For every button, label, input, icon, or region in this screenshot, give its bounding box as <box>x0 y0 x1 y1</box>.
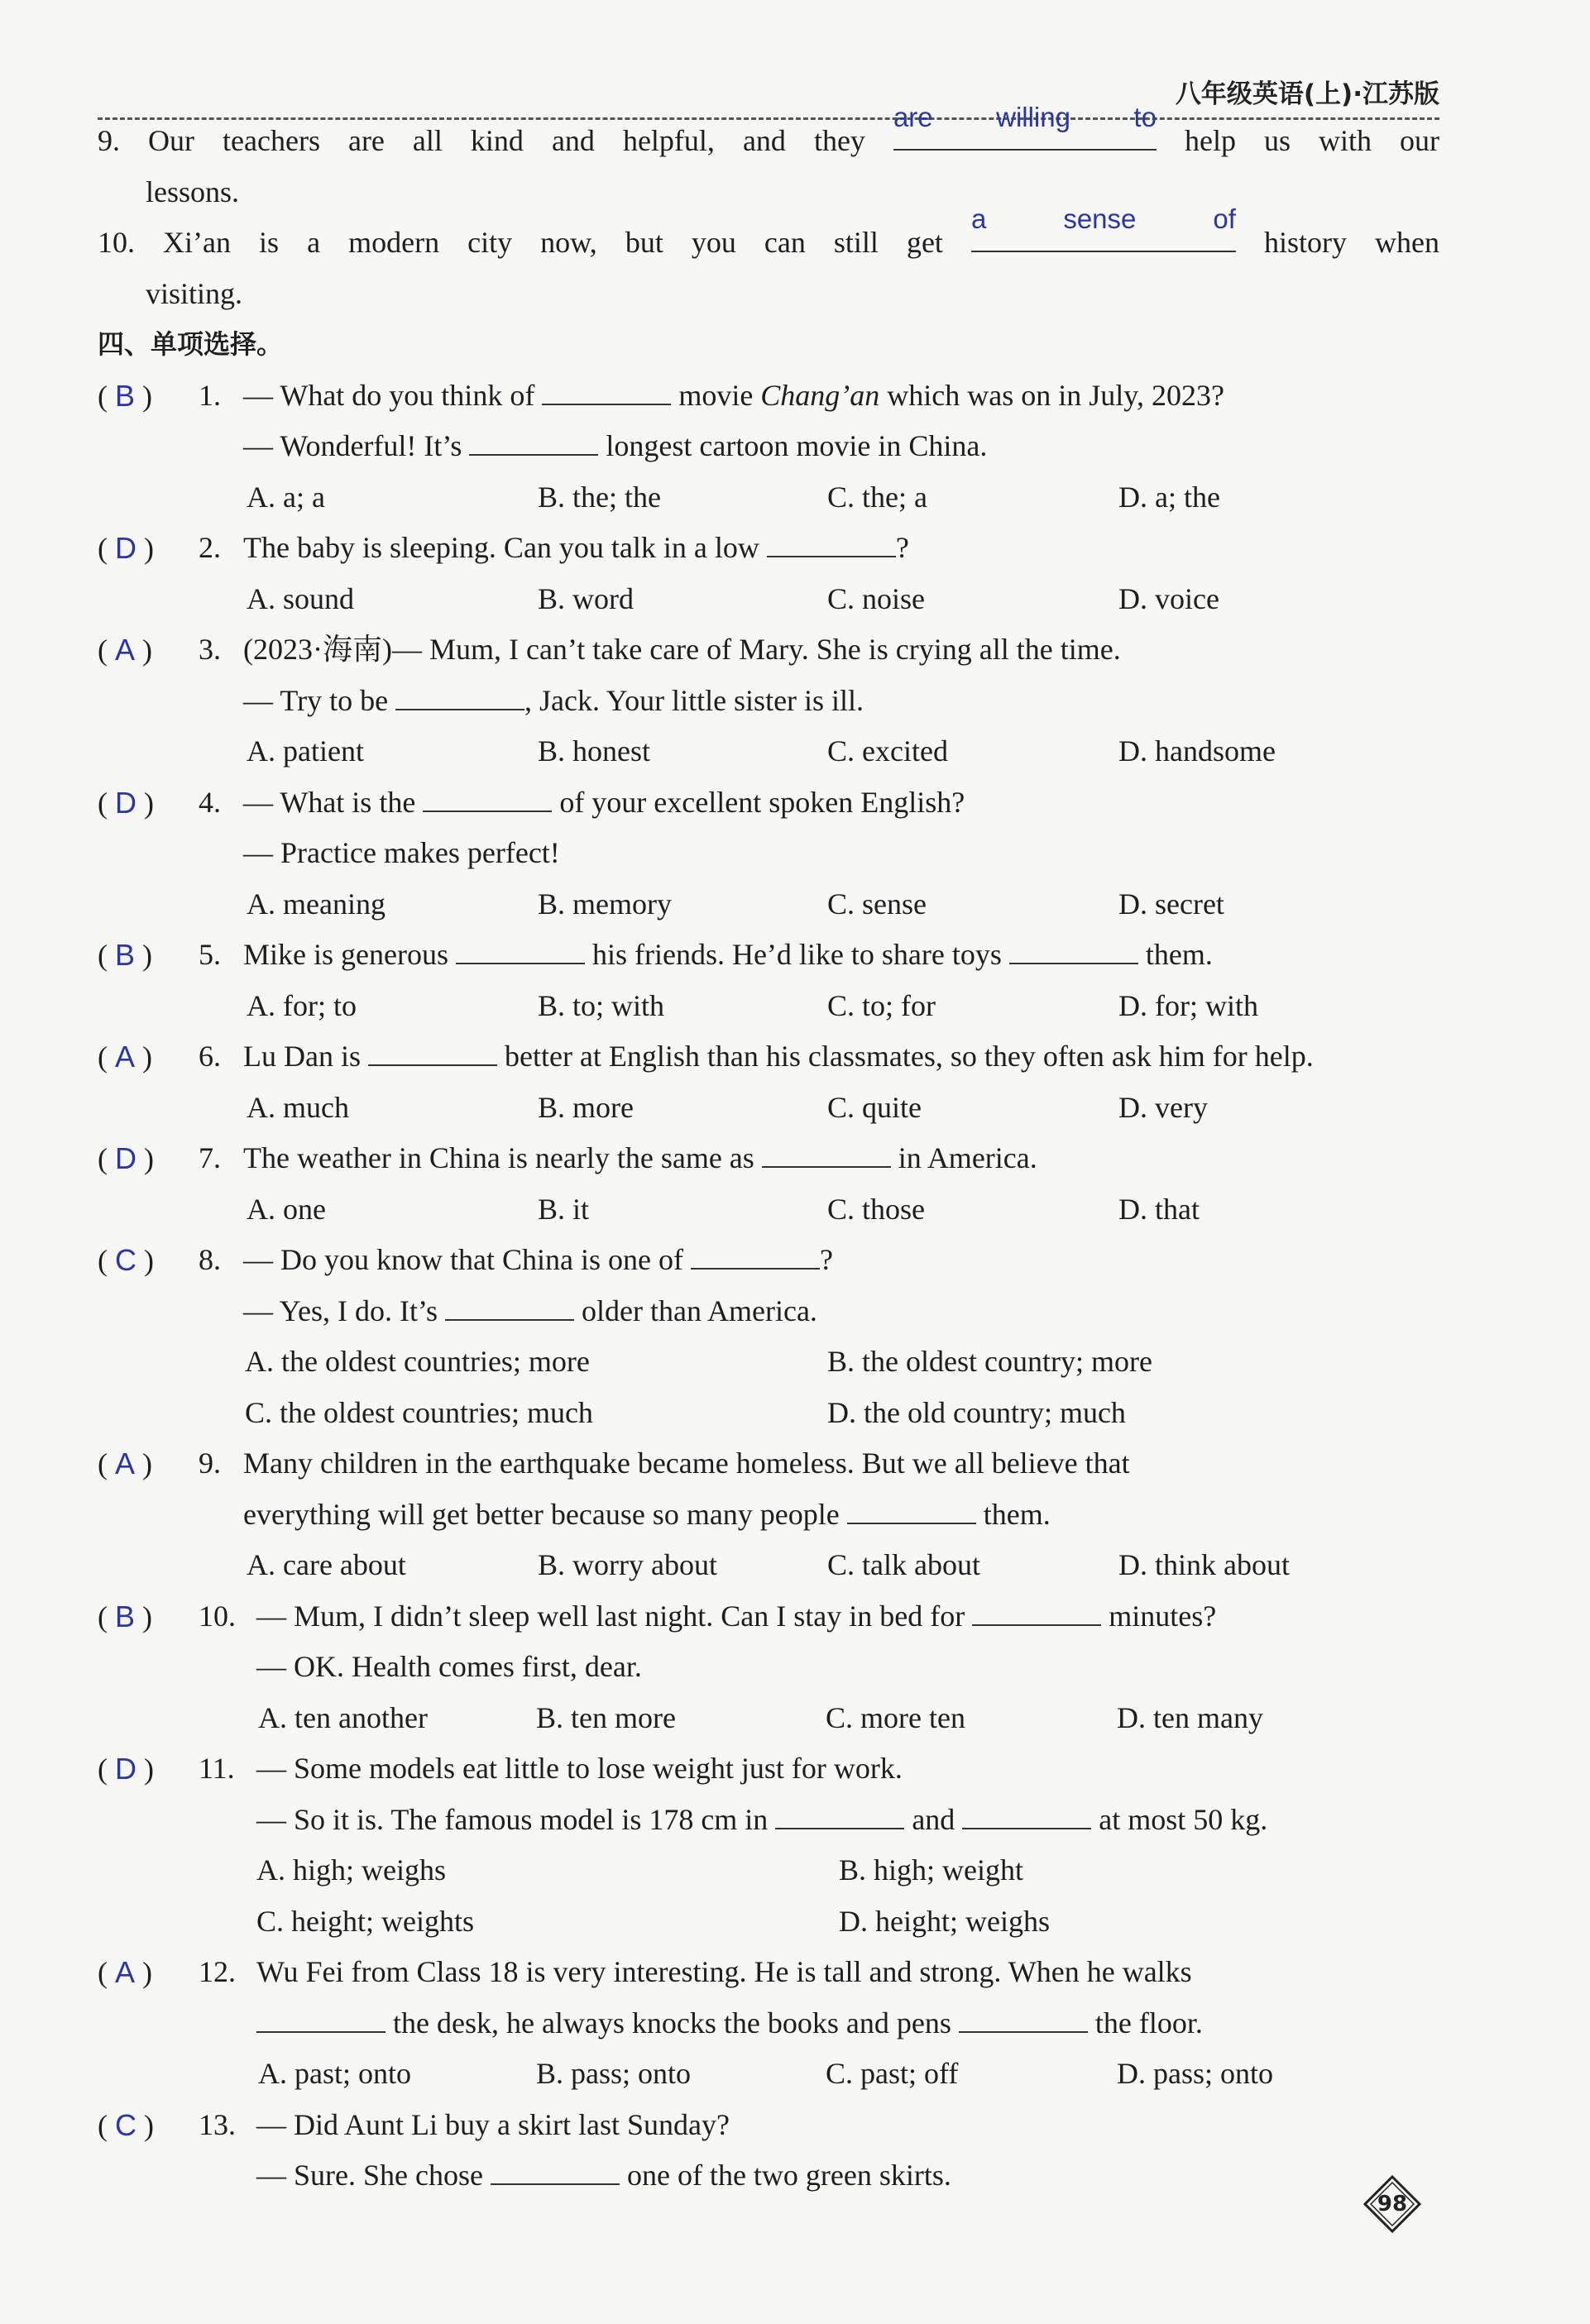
answer-paren: ( D ) <box>98 531 154 565</box>
option: C. more ten <box>826 1700 965 1734</box>
item-number: 9. <box>98 124 149 157</box>
option: C. the oldest countries; much <box>245 1395 593 1429</box>
answer-blank <box>456 933 585 964</box>
answer-paren: ( A ) <box>98 1040 153 1074</box>
question-line <box>98 1133 1439 1184</box>
question-text: — Try to be , Jack. Your little sister is ill. <box>243 676 864 727</box>
item-text: lessons. <box>146 175 240 208</box>
fill-in-continuation <box>98 167 1439 218</box>
answer-paren: ( B ) <box>98 1599 153 1633</box>
question-text: — Mum, I didn’t sleep well last night. Can I stay in bed for minutes? <box>256 1591 1216 1643</box>
item-text: Xi’an is a modern city now, but you can still get <box>163 226 971 259</box>
answer-paren: ( C ) <box>98 1243 154 1277</box>
question-text: — Did Aunt Li buy a skirt last Sunday? <box>256 2107 730 2141</box>
answer-blank <box>970 203 1236 252</box>
selected-answer: D <box>115 785 136 820</box>
question-text: — Practice makes perfect! <box>243 836 560 869</box>
answer-blank <box>491 2154 620 2185</box>
selected-answer: C <box>115 1243 136 1277</box>
question-text: — Sure. She chose one of the two green skirts. <box>256 2150 951 2202</box>
question-line <box>98 1438 1439 1490</box>
option: A. one <box>247 1192 326 1226</box>
question-line <box>98 1642 1439 1693</box>
answer-paren: ( C ) <box>98 2107 154 2142</box>
header-title: 八年级英语(上)·江苏版 <box>1175 79 1439 109</box>
question-text: (2023·海南)— Mum, I can’t take care of Mary. She is crying all the time. <box>243 633 1121 666</box>
option: C. the; a <box>827 480 927 514</box>
option: A. sound <box>247 581 355 615</box>
option: C. to; for <box>827 988 936 1022</box>
option: A. past; onto <box>258 2057 411 2090</box>
options-row <box>98 1337 1439 1388</box>
option: B. it <box>538 1192 590 1226</box>
item-text: history when <box>1235 226 1440 259</box>
answer-blank <box>762 1136 891 1168</box>
content <box>98 101 1440 2202</box>
option: D. ten many <box>1117 1700 1263 1734</box>
option: D. very <box>1118 1090 1208 1124</box>
answer-blank <box>423 781 552 812</box>
option: C. talk about <box>827 1548 980 1581</box>
selected-answer: D <box>115 531 136 565</box>
question-line <box>98 1998 1439 2049</box>
question-number: 6. <box>199 1040 221 1073</box>
option: D. the old country; much <box>827 1395 1126 1429</box>
question-line <box>98 1031 1439 1083</box>
fill-in-line <box>98 203 1440 269</box>
options-row <box>98 574 1439 625</box>
option: B. high; weight <box>839 1853 1023 1886</box>
selected-answer: C <box>115 2107 136 2142</box>
option: A. care about <box>247 1548 406 1581</box>
question-text: The baby is sleeping. Can you talk in a low ? <box>243 523 909 574</box>
options-row <box>98 1845 1439 1896</box>
answer-paren: ( A ) <box>98 1955 153 1989</box>
movie-title: Chang’an <box>760 378 880 412</box>
selected-answer: A <box>115 1040 136 1074</box>
option: B. word <box>538 581 634 615</box>
page-header <box>98 68 1439 120</box>
option: D. think about <box>1118 1548 1290 1581</box>
options-row <box>98 1184 1439 1236</box>
option: D. pass; onto <box>1117 2057 1273 2090</box>
answer-paren: ( A ) <box>98 633 153 667</box>
selected-answer: B <box>115 1599 136 1633</box>
question-line <box>98 1795 1439 1846</box>
question-line <box>98 1286 1439 1337</box>
selected-answer: A <box>115 1955 136 1989</box>
option: C. quite <box>827 1090 922 1124</box>
option: D. height; weighs <box>839 1904 1050 1938</box>
question-text: — What do you think of movie Chang’an which was on in July, 2023? <box>243 371 1224 422</box>
options-row <box>98 879 1439 930</box>
question-text: — What is the of your excellent spoken English? <box>243 777 965 829</box>
answer-blank <box>972 1595 1101 1626</box>
options-row <box>98 1388 1439 1439</box>
question-number: 8. <box>199 1243 221 1276</box>
question-number: 3. <box>199 633 221 666</box>
answer-blank <box>959 2001 1088 2033</box>
answer-paren: ( D ) <box>98 1141 154 1175</box>
item-number: 10. <box>98 226 164 259</box>
question-line <box>98 1743 1439 1795</box>
section-title: 四、单项选择。 <box>98 328 284 360</box>
option: B. ten more <box>536 1700 676 1734</box>
page-number: 98 <box>1377 2192 1408 2216</box>
question-line <box>98 523 1439 574</box>
option: A. a; a <box>247 480 325 514</box>
question-text: Many children in the earthquake became homeless. But we all believe that <box>243 1447 1130 1480</box>
question-line <box>98 1235 1439 1286</box>
answer-blank <box>893 101 1157 151</box>
answer-paren: ( B ) <box>98 378 153 413</box>
option: A. ten another <box>258 1700 428 1734</box>
question-number: 10. <box>199 1599 236 1633</box>
option: B. worry about <box>538 1548 717 1581</box>
option: B. pass; onto <box>536 2057 692 2090</box>
answer-blank <box>256 2001 386 2033</box>
answer-blank <box>445 1289 574 1321</box>
question-text: Wu Fei from Class 18 is very interesting. He is tall and strong. When he walks <box>256 1955 1192 1988</box>
item-text: help us with our <box>1156 124 1440 157</box>
options-row <box>98 472 1439 524</box>
option: A. high; weighs <box>256 1853 446 1886</box>
question-number: 5. <box>199 938 221 971</box>
question-line <box>98 930 1439 981</box>
question-text: — Yes, I do. It’s older than America. <box>243 1286 817 1337</box>
question-number: 4. <box>199 785 221 819</box>
question-number: 7. <box>199 1141 221 1174</box>
option: A. the oldest countries; more <box>245 1345 590 1378</box>
answer-blank <box>395 679 524 710</box>
question-number: 13. <box>199 2107 236 2141</box>
question-line <box>98 828 1439 879</box>
question-text: The weather in China is nearly the same as in America. <box>243 1133 1037 1184</box>
question-text: everything will get better because so many people them. <box>243 1490 1051 1541</box>
question-text: — So it is. The famous model is 178 cm in and at most 50 kg. <box>256 1795 1267 1846</box>
question-number: 9. <box>199 1447 221 1480</box>
question-number: 2. <box>199 531 221 564</box>
question-number: 12. <box>199 1955 236 1988</box>
answer-blank <box>775 1798 904 1829</box>
options-row <box>98 1693 1439 1744</box>
question-line <box>98 371 1439 422</box>
question-text: — Wonderful! It’s longest cartoon movie in China. <box>243 421 987 472</box>
option: A. meaning <box>247 887 386 921</box>
selected-answer: B <box>115 938 136 972</box>
filled-answer: are willing to <box>893 101 1157 132</box>
option: C. those <box>827 1192 926 1226</box>
option: C. height; weights <box>256 1904 474 1938</box>
question-text: — OK. Health comes first, dear. <box>256 1650 642 1683</box>
option: D. for; with <box>1118 988 1258 1022</box>
option: B. the oldest country; more <box>827 1345 1152 1378</box>
option: A. for; to <box>247 988 357 1022</box>
option: B. honest <box>538 734 651 767</box>
selected-answer: A <box>115 1447 136 1480</box>
option: D. handsome <box>1118 734 1276 767</box>
fill-in-continuation <box>98 269 1439 320</box>
option: C. noise <box>827 581 926 615</box>
option: C. past; off <box>826 2057 959 2090</box>
question-line <box>98 1591 1439 1643</box>
options-row <box>98 1540 1439 1591</box>
option: D. voice <box>1118 581 1219 615</box>
answer-blank <box>691 1238 820 1270</box>
question-text: Mike is generous his friends. He’d like to share toys them. <box>243 930 1213 981</box>
answer-blank <box>368 1035 497 1066</box>
question-line <box>98 2150 1439 2202</box>
question-line <box>98 676 1439 727</box>
answer-blank <box>962 1798 1091 1829</box>
page-number-badge <box>1363 2175 1421 2233</box>
question-line <box>98 1947 1439 1998</box>
option: B. to; with <box>538 988 665 1022</box>
answer-blank <box>542 374 671 405</box>
fill-in-line <box>98 101 1440 167</box>
answer-blank <box>847 1493 976 1524</box>
option: A. patient <box>247 734 364 767</box>
question-line <box>98 421 1439 472</box>
question-number: 1. <box>199 378 221 412</box>
question-number: 11. <box>199 1752 235 1785</box>
options-row <box>98 1083 1439 1134</box>
question-text: Lu Dan is better at English than his classmates, so they often ask him for help. <box>243 1031 1314 1083</box>
option: A. much <box>247 1090 349 1124</box>
options-row <box>98 2049 1439 2100</box>
answer-blank <box>767 526 896 557</box>
options-row <box>98 981 1439 1032</box>
item-text: Our teachers are all kind and helpful, and they <box>148 124 893 157</box>
option: D. secret <box>1118 887 1224 921</box>
question-line <box>98 1490 1439 1541</box>
selected-answer: D <box>115 1141 136 1175</box>
answer-paren: ( D ) <box>98 785 154 820</box>
question-text: — Some models eat little to lose weight just for work. <box>256 1752 903 1785</box>
option: B. more <box>538 1090 634 1124</box>
option: C. excited <box>827 734 948 767</box>
selected-answer: D <box>115 1752 136 1786</box>
options-row <box>98 726 1439 777</box>
selected-answer: B <box>115 378 136 413</box>
selected-answer: A <box>115 633 136 667</box>
option: B. memory <box>538 887 672 921</box>
option: D. that <box>1118 1192 1200 1226</box>
question-line <box>98 2100 1439 2151</box>
item-text: visiting. <box>146 276 243 310</box>
question-text: — Do you know that China is one of ? <box>243 1235 833 1286</box>
question-line <box>98 777 1439 829</box>
answer-paren: ( D ) <box>98 1752 154 1786</box>
answer-paren: ( B ) <box>98 938 153 972</box>
options-row <box>98 1896 1439 1948</box>
answer-blank <box>469 424 598 456</box>
answer-paren: ( A ) <box>98 1447 153 1480</box>
option: B. the; the <box>538 480 661 514</box>
question-text: the desk, he always knocks the books and pens the floor. <box>256 1998 1203 2049</box>
option: D. a; the <box>1118 480 1220 514</box>
question-line <box>98 624 1439 676</box>
answer-blank <box>1009 933 1138 964</box>
filled-answer: a sense of <box>970 203 1236 234</box>
option: C. sense <box>827 887 927 921</box>
